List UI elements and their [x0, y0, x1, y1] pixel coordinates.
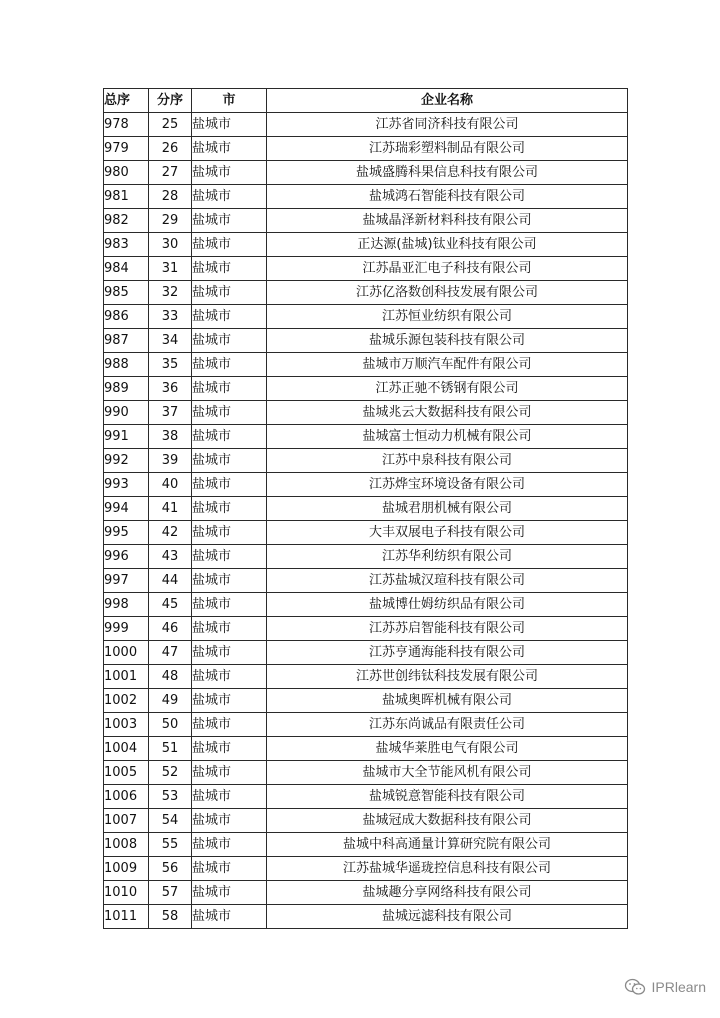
- cell-company-name: 盐城博仕姆纺织品有限公司: [267, 593, 628, 617]
- table-row: [104, 377, 628, 401]
- cell-total-index: 996: [104, 545, 149, 569]
- cell-total-index: 985: [104, 281, 149, 305]
- cell-total-index: 988: [104, 353, 149, 377]
- cell-company-name: 江苏东尚诚品有限责任公司: [267, 713, 628, 737]
- table-row: [104, 905, 628, 929]
- cell-city: 盐城市: [192, 401, 267, 425]
- cell-company-name: 江苏世创纬钛科技发展有限公司: [267, 665, 628, 689]
- cell-sub-index: 33: [149, 305, 192, 329]
- cell-total-index: 1001: [104, 665, 149, 689]
- table-row: [104, 593, 628, 617]
- table-row: [104, 257, 628, 281]
- table-header: [104, 89, 628, 113]
- cell-city: 盐城市: [192, 425, 267, 449]
- cell-city: 盐城市: [192, 881, 267, 905]
- cell-total-index: 1003: [104, 713, 149, 737]
- table-row: [104, 641, 628, 665]
- cell-company-name: 盐城市万顺汽车配件有限公司: [267, 353, 628, 377]
- cell-city: 盐城市: [192, 617, 267, 641]
- cell-company-name: 盐城锐意智能科技有限公司: [267, 785, 628, 809]
- cell-city: 盐城市: [192, 353, 267, 377]
- cell-total-index: 1009: [104, 857, 149, 881]
- cell-total-index: 992: [104, 449, 149, 473]
- cell-city: 盐城市: [192, 713, 267, 737]
- cell-sub-index: 30: [149, 233, 192, 257]
- cell-sub-index: 39: [149, 449, 192, 473]
- cell-city: 盐城市: [192, 593, 267, 617]
- cell-company-name: 江苏烨宝环境设备有限公司: [267, 473, 628, 497]
- cell-total-index: 982: [104, 209, 149, 233]
- cell-sub-index: 55: [149, 833, 192, 857]
- cell-sub-index: 28: [149, 185, 192, 209]
- cell-sub-index: 42: [149, 521, 192, 545]
- table-row: [104, 713, 628, 737]
- cell-city: 盐城市: [192, 497, 267, 521]
- table-body: [104, 113, 628, 929]
- table-row: [104, 521, 628, 545]
- cell-city: 盐城市: [192, 233, 267, 257]
- cell-company-name: 江苏华利纺织有限公司: [267, 545, 628, 569]
- table-row: [104, 881, 628, 905]
- cell-city: 盐城市: [192, 329, 267, 353]
- cell-city: 盐城市: [192, 809, 267, 833]
- cell-sub-index: 34: [149, 329, 192, 353]
- cell-total-index: 1002: [104, 689, 149, 713]
- cell-sub-index: 40: [149, 473, 192, 497]
- cell-city: 盐城市: [192, 209, 267, 233]
- cell-sub-index: 37: [149, 401, 192, 425]
- table-row: [104, 281, 628, 305]
- table-row: [104, 233, 628, 257]
- watermark-text: IPRlearn: [651, 979, 706, 995]
- table-row: [104, 689, 628, 713]
- cell-city: 盐城市: [192, 689, 267, 713]
- cell-company-name: 江苏亿洛数创科技发展有限公司: [267, 281, 628, 305]
- cell-total-index: 978: [104, 113, 149, 137]
- cell-sub-index: 53: [149, 785, 192, 809]
- cell-total-index: 981: [104, 185, 149, 209]
- table-row: [104, 449, 628, 473]
- cell-company-name: 江苏瑞彩塑料制品有限公司: [267, 137, 628, 161]
- header-row: [104, 89, 628, 113]
- cell-city: 盐城市: [192, 449, 267, 473]
- cell-sub-index: 45: [149, 593, 192, 617]
- cell-sub-index: 27: [149, 161, 192, 185]
- table-row: [104, 833, 628, 857]
- cell-sub-index: 47: [149, 641, 192, 665]
- cell-city: 盐城市: [192, 785, 267, 809]
- table-row: [104, 569, 628, 593]
- cell-sub-index: 51: [149, 737, 192, 761]
- cell-total-index: 986: [104, 305, 149, 329]
- enterprise-table: [103, 88, 628, 929]
- cell-company-name: 盐城兆云大数据科技有限公司: [267, 401, 628, 425]
- cell-sub-index: 41: [149, 497, 192, 521]
- cell-company-name: 江苏省同济科技有限公司: [267, 113, 628, 137]
- cell-company-name: 盐城晶泽新材料科技有限公司: [267, 209, 628, 233]
- cell-city: 盐城市: [192, 641, 267, 665]
- table-row: [104, 737, 628, 761]
- cell-city: 盐城市: [192, 761, 267, 785]
- cell-total-index: 989: [104, 377, 149, 401]
- cell-company-name: 盐城君朋机械有限公司: [267, 497, 628, 521]
- header-sub-index: 分序: [149, 89, 192, 113]
- cell-city: 盐城市: [192, 473, 267, 497]
- cell-sub-index: 43: [149, 545, 192, 569]
- cell-city: 盐城市: [192, 137, 267, 161]
- header-total-index: 总序: [104, 89, 149, 113]
- table-row: [104, 617, 628, 641]
- cell-total-index: 999: [104, 617, 149, 641]
- cell-total-index: 991: [104, 425, 149, 449]
- cell-city: 盐城市: [192, 161, 267, 185]
- cell-sub-index: 44: [149, 569, 192, 593]
- cell-sub-index: 56: [149, 857, 192, 881]
- cell-sub-index: 54: [149, 809, 192, 833]
- cell-company-name: 盐城盛腾科果信息科技有限公司: [267, 161, 628, 185]
- table-row: [104, 785, 628, 809]
- watermark: [624, 978, 706, 996]
- header-company-name: 企业名称: [267, 89, 628, 113]
- cell-total-index: 1008: [104, 833, 149, 857]
- cell-total-index: 997: [104, 569, 149, 593]
- table-row: [104, 209, 628, 233]
- cell-total-index: 990: [104, 401, 149, 425]
- cell-sub-index: 31: [149, 257, 192, 281]
- cell-sub-index: 35: [149, 353, 192, 377]
- cell-company-name: 江苏亨通海能科技有限公司: [267, 641, 628, 665]
- cell-total-index: 998: [104, 593, 149, 617]
- cell-sub-index: 32: [149, 281, 192, 305]
- cell-sub-index: 49: [149, 689, 192, 713]
- cell-company-name: 盐城中科高通量计算研究院有限公司: [267, 833, 628, 857]
- cell-company-name: 江苏晶亚汇电子科技有限公司: [267, 257, 628, 281]
- cell-company-name: 盐城市大全节能风机有限公司: [267, 761, 628, 785]
- cell-total-index: 1010: [104, 881, 149, 905]
- cell-company-name: 盐城趣分享网络科技有限公司: [267, 881, 628, 905]
- cell-company-name: 盐城冠成大数据科技有限公司: [267, 809, 628, 833]
- cell-total-index: 1011: [104, 905, 149, 929]
- cell-city: 盐城市: [192, 377, 267, 401]
- table-row: [104, 401, 628, 425]
- cell-company-name: 正达源(盐城)钛业科技有限公司: [267, 233, 628, 257]
- table-row: [104, 305, 628, 329]
- cell-city: 盐城市: [192, 257, 267, 281]
- cell-city: 盐城市: [192, 545, 267, 569]
- table-row: [104, 425, 628, 449]
- table-row: [104, 857, 628, 881]
- cell-city: 盐城市: [192, 281, 267, 305]
- cell-total-index: 994: [104, 497, 149, 521]
- cell-company-name: 江苏盐城华遥珑控信息科技有限公司: [267, 857, 628, 881]
- cell-city: 盐城市: [192, 113, 267, 137]
- table-row: [104, 113, 628, 137]
- cell-sub-index: 29: [149, 209, 192, 233]
- table-row: [104, 665, 628, 689]
- cell-company-name: 大丰双展电子科技有限公司: [267, 521, 628, 545]
- cell-city: 盐城市: [192, 521, 267, 545]
- table-row: [104, 137, 628, 161]
- table-row: [104, 473, 628, 497]
- cell-city: 盐城市: [192, 305, 267, 329]
- cell-company-name: 盐城富士恒动力机械有限公司: [267, 425, 628, 449]
- cell-sub-index: 52: [149, 761, 192, 785]
- cell-total-index: 980: [104, 161, 149, 185]
- table-row: [104, 761, 628, 785]
- cell-company-name: 盐城华莱胜电气有限公司: [267, 737, 628, 761]
- cell-sub-index: 38: [149, 425, 192, 449]
- cell-total-index: 1006: [104, 785, 149, 809]
- cell-company-name: 江苏正驰不锈钢有限公司: [267, 377, 628, 401]
- cell-company-name: 盐城鸿石智能科技有限公司: [267, 185, 628, 209]
- cell-company-name: 盐城远滤科技有限公司: [267, 905, 628, 929]
- cell-total-index: 979: [104, 137, 149, 161]
- cell-company-name: 江苏恒业纺织有限公司: [267, 305, 628, 329]
- cell-company-name: 江苏盐城汉瑄科技有限公司: [267, 569, 628, 593]
- table-row: [104, 545, 628, 569]
- table-row: [104, 161, 628, 185]
- cell-city: 盐城市: [192, 737, 267, 761]
- cell-total-index: 1004: [104, 737, 149, 761]
- cell-city: 盐城市: [192, 905, 267, 929]
- wechat-icon: [624, 978, 646, 996]
- table-row: [104, 185, 628, 209]
- cell-company-name: 江苏中泉科技有限公司: [267, 449, 628, 473]
- cell-total-index: 993: [104, 473, 149, 497]
- table-row: [104, 809, 628, 833]
- cell-sub-index: 58: [149, 905, 192, 929]
- table-row: [104, 329, 628, 353]
- cell-city: 盐城市: [192, 185, 267, 209]
- cell-company-name: 江苏苏启智能科技有限公司: [267, 617, 628, 641]
- cell-sub-index: 46: [149, 617, 192, 641]
- cell-company-name: 盐城奥晖机械有限公司: [267, 689, 628, 713]
- cell-sub-index: 25: [149, 113, 192, 137]
- cell-total-index: 987: [104, 329, 149, 353]
- cell-sub-index: 57: [149, 881, 192, 905]
- cell-company-name: 盐城乐源包装科技有限公司: [267, 329, 628, 353]
- header-city: 市: [192, 89, 267, 113]
- cell-sub-index: 50: [149, 713, 192, 737]
- cell-sub-index: 26: [149, 137, 192, 161]
- cell-city: 盐城市: [192, 857, 267, 881]
- cell-city: 盐城市: [192, 569, 267, 593]
- cell-total-index: 1005: [104, 761, 149, 785]
- table-row: [104, 497, 628, 521]
- table-row: [104, 353, 628, 377]
- cell-total-index: 983: [104, 233, 149, 257]
- cell-total-index: 1000: [104, 641, 149, 665]
- cell-sub-index: 48: [149, 665, 192, 689]
- cell-city: 盐城市: [192, 665, 267, 689]
- cell-total-index: 1007: [104, 809, 149, 833]
- cell-total-index: 984: [104, 257, 149, 281]
- cell-total-index: 995: [104, 521, 149, 545]
- cell-sub-index: 36: [149, 377, 192, 401]
- cell-city: 盐城市: [192, 833, 267, 857]
